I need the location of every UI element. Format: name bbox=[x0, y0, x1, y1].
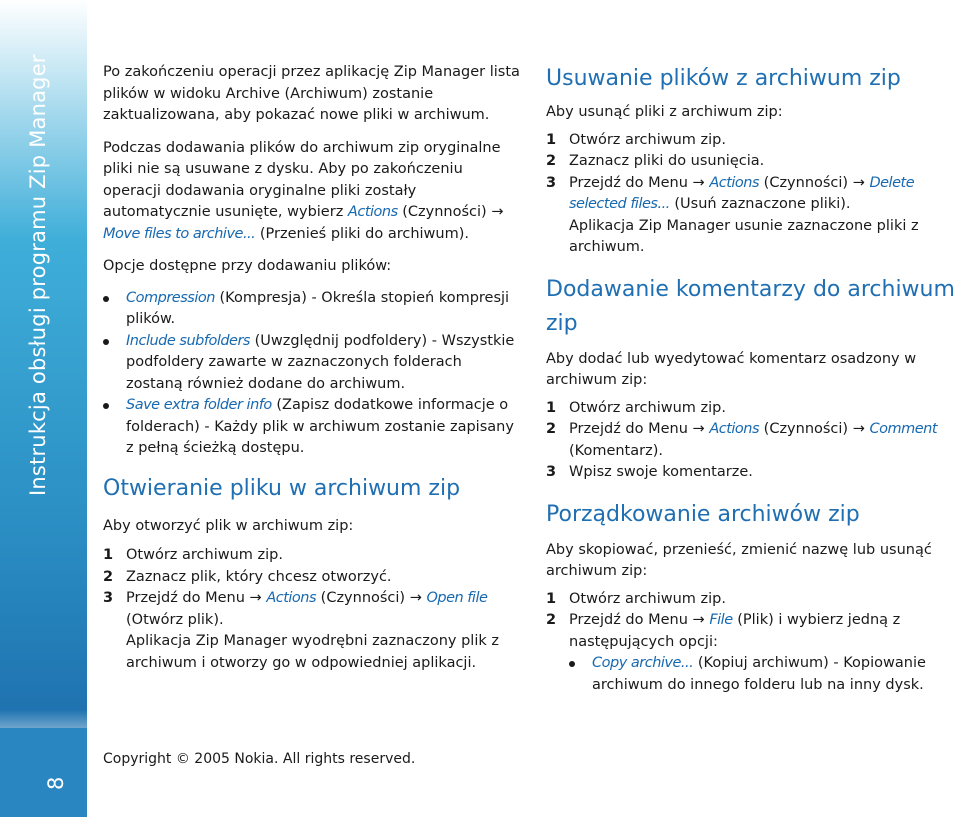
list-item bbox=[103, 288, 523, 331]
step-number: 1 bbox=[546, 131, 557, 148]
sidebar-title: Instrukcja obsługi programu Zip Manager bbox=[26, 54, 50, 496]
open-file-intro: Aby otworzyć plik w archiwum zip: bbox=[103, 517, 354, 534]
arrow-icon: → bbox=[692, 174, 705, 191]
arrow-icon: → bbox=[491, 204, 504, 220]
option-term: Compression bbox=[126, 289, 215, 306]
sidebar-band bbox=[0, 0, 87, 817]
open-file-heading: Otwieranie pliku w archiwum zip bbox=[103, 475, 461, 501]
organize-steps bbox=[546, 589, 958, 697]
list-item bbox=[103, 331, 523, 396]
bullet-icon bbox=[103, 296, 109, 302]
step-text: (Usuń zaznaczone pliki). bbox=[674, 196, 851, 212]
arrow-icon: → bbox=[852, 421, 865, 437]
step-text: Otwórz archiwum zip. bbox=[569, 399, 726, 416]
step-text: Przejdź do Menu bbox=[126, 590, 245, 606]
organize-heading: Porządkowanie archiwów zip bbox=[546, 501, 860, 527]
copyright-footer: Copyright © 2005 Nokia. All rights reserved. bbox=[103, 751, 416, 767]
para-text: (Czynności) bbox=[402, 204, 487, 220]
organize-intro: Aby skopiować, przenieść, zmienić nazwę lub usunąć archiwum zip: bbox=[546, 541, 932, 579]
step-text: (Plik) i wybierz jedną z następujących opcji: bbox=[569, 612, 901, 650]
copy-archive-term: Copy archive... bbox=[592, 655, 694, 671]
list-item bbox=[103, 545, 523, 567]
option-text: (Kompresja) - Określa stopień kompresji plików. bbox=[126, 289, 510, 327]
step-number: 2 bbox=[546, 612, 557, 628]
para-text: Podczas dodawania plików do archiwum zip oryginalne pliki nie są usuwane z dysku. Aby po zakończeniu operacji dodawania oryginalne pliki zostały automatycznie usunięte, wybierz bbox=[103, 139, 501, 220]
list-item bbox=[546, 130, 958, 152]
step-number: 3 bbox=[546, 464, 557, 480]
step-number: 2 bbox=[103, 568, 114, 585]
actions-term: Actions bbox=[266, 590, 317, 606]
options-list bbox=[103, 288, 523, 460]
step-text: (Czynności) bbox=[320, 590, 406, 606]
add-comment-intro: Aby dodać lub wyedytować komentarz osadzony w archiwum zip: bbox=[546, 350, 917, 388]
step-number: 2 bbox=[546, 421, 557, 437]
list-item bbox=[546, 610, 958, 696]
delete-originals-paragraph bbox=[103, 138, 523, 246]
step-number: 1 bbox=[546, 399, 557, 416]
delete-files-term: Delete selected files... bbox=[569, 174, 915, 212]
step-text: Przejdź do Menu bbox=[569, 612, 688, 628]
actions-term: Actions bbox=[709, 421, 760, 437]
step-number: 3 bbox=[103, 590, 114, 606]
step-text: Zaznacz plik, który chcesz otworzyć. bbox=[126, 568, 392, 585]
step-text: Otwórz archiwum zip. bbox=[569, 131, 726, 148]
arrow-icon: → bbox=[852, 174, 865, 191]
arrow-icon: → bbox=[692, 421, 705, 437]
option-text: (Uwzględnij podfoldery) - Wszystkie podfoldery zawarte w zaznaczonych folderach zostaną również dodane do archiwum. bbox=[126, 332, 515, 392]
actions-term: Actions bbox=[347, 204, 398, 220]
arrow-icon: → bbox=[249, 590, 262, 606]
step-number: 2 bbox=[546, 153, 557, 169]
add-comment-steps bbox=[546, 398, 958, 484]
option-term: Include subfolders bbox=[126, 332, 250, 349]
move-files-term: Move files to archive... bbox=[103, 225, 256, 242]
step-text: Zaznacz pliki do usunięcia. bbox=[569, 153, 765, 169]
actions-term: Actions bbox=[709, 174, 760, 191]
list-item bbox=[103, 567, 523, 589]
step-note: Aplikacja Zip Manager wyodrębni zaznaczony plik z archiwum i otworzy go w odpowiedniej aplikacji. bbox=[126, 633, 499, 671]
file-term: File bbox=[709, 612, 733, 628]
list-item bbox=[546, 398, 958, 420]
left-column bbox=[103, 62, 523, 674]
right-column bbox=[546, 62, 958, 696]
step-number: 1 bbox=[103, 547, 114, 563]
para-text: (Przenieś pliki do archiwum). bbox=[259, 225, 469, 242]
arrow-icon: → bbox=[692, 612, 705, 628]
add-comment-heading: Dodawanie komentarzy do archiwum zip bbox=[546, 276, 955, 336]
list-item bbox=[103, 588, 523, 674]
option-term: Save extra folder info bbox=[126, 397, 272, 413]
arrow-icon: → bbox=[409, 590, 422, 606]
list-item bbox=[546, 462, 958, 484]
options-intro: Opcje dostępne przy dodawaniu plików: bbox=[103, 258, 392, 274]
step-text: Przejdź do Menu bbox=[569, 421, 688, 437]
page-number: 8 bbox=[44, 776, 68, 790]
delete-files-steps bbox=[546, 130, 958, 259]
list-item bbox=[546, 589, 958, 611]
comment-term: Comment bbox=[869, 421, 938, 437]
organize-options bbox=[569, 653, 958, 696]
open-file-steps bbox=[103, 545, 523, 674]
intro-paragraph: Po zakończeniu operacji przez aplikację Zip Manager lista plików w widoku Archive (Archiwum) zostanie zaktualizowana, aby pokazać nowe pliki w archiwum. bbox=[103, 64, 520, 123]
list-item bbox=[103, 395, 523, 460]
bullet-icon bbox=[103, 403, 109, 409]
step-text: Przejdź do Menu bbox=[569, 174, 688, 191]
bullet-icon bbox=[569, 661, 575, 667]
step-number: 1 bbox=[546, 590, 557, 607]
option-text: (Kopiuj archiwum) - Kopiowanie archiwum do innego folderu lub na inny dysk. bbox=[592, 655, 926, 693]
step-note: Aplikacja Zip Manager usunie zaznaczone pliki z archiwum. bbox=[569, 217, 919, 255]
step-text: (Czynności) bbox=[763, 174, 849, 191]
step-text: (Otwórz plik). bbox=[126, 611, 224, 628]
list-item bbox=[546, 173, 958, 259]
list-item bbox=[546, 419, 958, 462]
list-item bbox=[546, 151, 958, 173]
step-text: (Komentarz). bbox=[569, 442, 663, 459]
step-text: Otwórz archiwum zip. bbox=[569, 590, 726, 607]
step-text: Wpisz swoje komentarze. bbox=[569, 464, 753, 480]
step-number: 3 bbox=[546, 174, 557, 191]
delete-files-intro: Aby usunąć pliki z archiwum zip: bbox=[546, 104, 783, 120]
page-number-box bbox=[0, 728, 87, 817]
bullet-icon bbox=[103, 339, 109, 345]
list-item bbox=[569, 653, 958, 696]
option-text: (Zapisz dodatkowe informacje o folderach) - Każdy plik w archiwum zostanie zapisany z pełną ścieżką dostępu. bbox=[126, 397, 514, 456]
open-file-term: Open file bbox=[426, 590, 488, 606]
step-text: Otwórz archiwum zip. bbox=[126, 547, 283, 563]
delete-files-heading: Usuwanie plików z archiwum zip bbox=[546, 66, 901, 91]
step-text: (Czynności) bbox=[763, 421, 849, 437]
